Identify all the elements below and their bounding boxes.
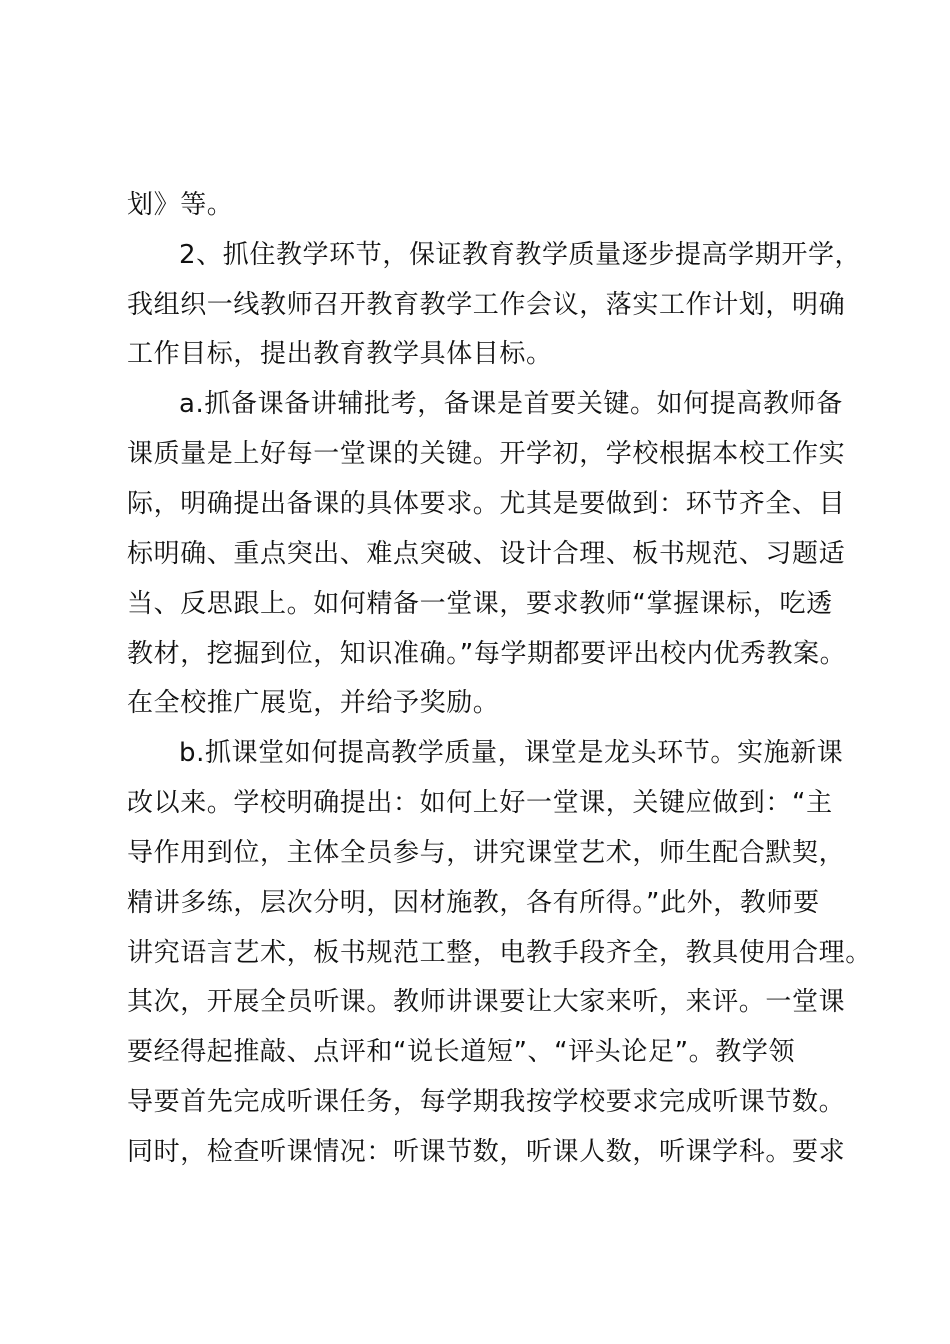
text-line: 我组织一线教师召开教育教学工作会议，落实工作计划，明确 [127, 290, 846, 320]
text-line: 改以来。学校明确提出：如何上好一堂课，关键应做到：“主 [127, 788, 833, 818]
paragraph-start-line: b.抓课堂如何提高教学质量，课堂是龙头环节。实施新课 [179, 738, 844, 768]
text-line: 在全校推广展览，并给予奖励。 [127, 688, 500, 718]
text-line: 教材，挖掘到位，知识准确。”每学期都要评出校内优秀教案。 [127, 639, 847, 669]
text-line: 际，明确提出备课的具体要求。尤其是要做到：环节齐全、目 [127, 489, 846, 519]
text-line: 讲究语言艺术，板书规范工整，电教手段齐全，教具使用合理。 [127, 938, 872, 968]
text-line: 工作目标，提出教育教学具体目标。 [127, 339, 553, 369]
text-line: 同时，检查听课情况：听课节数，听课人数，听课学科。要求 [127, 1137, 846, 1167]
text-line: 标明确、重点突出、难点突破、设计合理、板书规范、习题适 [127, 539, 846, 569]
paragraph-start-line: a.抓备课备讲辅批考，备课是首要关键。如何提高教师备 [179, 389, 843, 419]
text-line: 导要首先完成听课任务，每学期我按学校要求完成听课节数。 [127, 1087, 846, 1117]
text-line: 导作用到位，主体全员参与，讲究课堂艺术，师生配合默契， [127, 838, 846, 868]
text-line: 要经得起推敲、点评和“说长道短”、“评头论足”。教学领 [127, 1037, 796, 1067]
text-line: 精讲多练，层次分明，因材施教，各有所得。”此外，教师要 [127, 888, 820, 918]
text-line: 其次，开展全员听课。教师讲课要让大家来听，来评。一堂课 [127, 987, 846, 1017]
text-line: 划》等。 [127, 190, 234, 220]
paragraph-start-line: 2、抓住教学环节，保证教育教学质量逐步提高学期开学， [179, 240, 862, 270]
text-line: 当、反思跟上。如何精备一堂课，要求教师“掌握课标，吃透 [127, 589, 833, 619]
text-line: 课质量是上好每一堂课的关键。开学初，学校根据本校工作实 [127, 439, 846, 469]
